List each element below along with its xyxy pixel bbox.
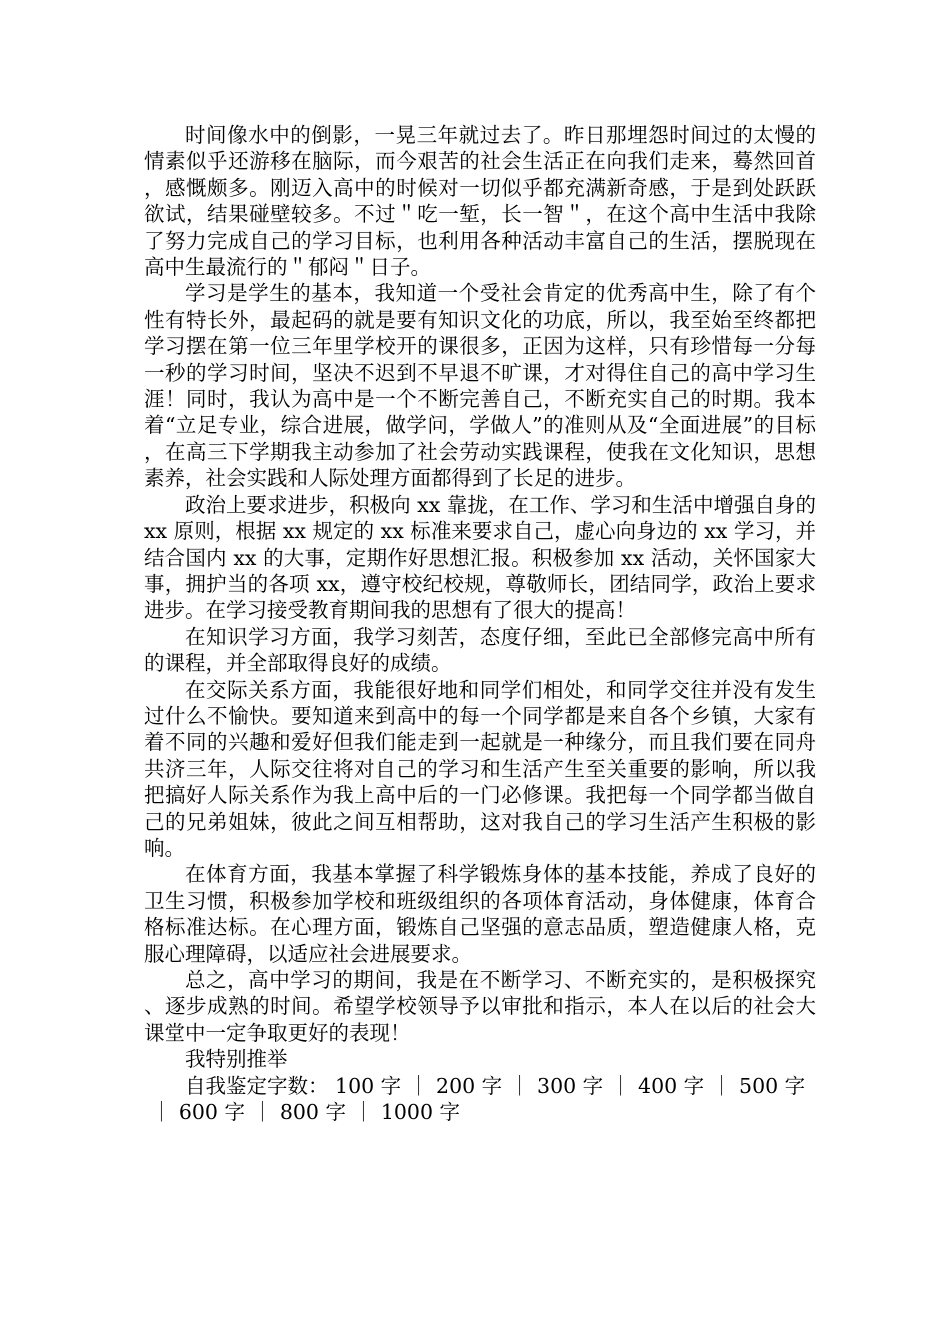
- separator: ｜: [151, 1100, 172, 1125]
- separator: ｜: [509, 1073, 530, 1098]
- paragraph-recommend: 我特别推举: [185, 1047, 288, 1072]
- paragraph-social: 在交际关系方面，我能很好地和同学们相处，和同学交往并没有发生过什么不愉快。要知道来到高中的每一个同学都是来自各个乡镇，大家有着不同的兴趣和爱好但我们能走到一起就是一种缘分，而且我们要在同舟共济三年，人际交往将对自己的学习和生活产生至关重要的影响，所以我把搞好人际关系作为我上高中后的一门必修课。我把每一个同学都当做自己的兄弟姐妹，彼此之间互相帮助，这对我自己的学习生活产生积极的影响。: [144, 677, 816, 860]
- word-count-600-link[interactable]: 600 字: [178, 1100, 245, 1125]
- word-count-label: 自我鉴定字数：: [185, 1073, 329, 1098]
- paragraph-intro: 时间像水中的倒影，一晃三年就过去了。昨日那埋怨时间过的太慢的情素似乎还游移在脑际，而今艰苦的社会生活正在向我们走来，蓦然回首，感慨颇多。刚迈入高中的时候对一切似乎都充满新奇感，于是到处跃跃欲试，结果碰壁较多。不过＂吃一堑，长一智＂，在这个高中生活中我除了努力完成自己的学习目标，也利用各种活动丰富自己的生活，摆脱现在高中生最流行的＂郁闷＂日子。: [144, 123, 816, 280]
- word-count-100-link[interactable]: 100 字: [335, 1073, 402, 1098]
- separator: ｜: [610, 1073, 631, 1098]
- paragraph-study: 学习是学生的基本，我知道一个受社会肯定的优秀高中生，除了有个性有特长外，最起码的就是要有知识文化的功底，所以，我至始至终都把学习摆在第一位三年里学校开的课很多，正因为这样，只有珍惜每一分每一秒的学习时间，坚决不迟到不早退不旷课，才对得住自己的高中学习生涯！同时，我认为高中是一个不断完善自己，不断充实自己的时期。我本着“立足专业，综合进展，做学问，学做人”的准则从及“全面进展”的目标，在高三下学期我主动参加了社会劳动实践课程，使我在文化知识，思想素养，社会实践和人际处理方面都得到了长足的进步。: [144, 281, 816, 491]
- document-body: [144, 122, 816, 1125]
- separator: ｜: [711, 1073, 732, 1098]
- word-count-200-link[interactable]: 200 字: [436, 1073, 503, 1098]
- separator: ｜: [252, 1100, 273, 1125]
- word-count-800-link[interactable]: 800 字: [279, 1100, 346, 1125]
- separator: ｜: [353, 1100, 374, 1125]
- word-count-links: [144, 1073, 816, 1126]
- word-count-400-link[interactable]: 400 字: [638, 1073, 705, 1098]
- paragraph-conclusion: 总之，高中学习的期间，我是在不断学习、不断充实的，是积极探究、逐步成熟的时间。希望学校领导予以审批和指示，本人在以后的社会大课堂中一定争取更好的表现！: [144, 968, 816, 1045]
- paragraph-politics: 政治上要求进步，积极向 xx 靠拢，在工作、学习和生活中增强自身的 xx 原则，根据 xx 规定的 xx 标准来要求自己，虚心向身边的 xx 学习，并结合国内 xx 的大事，定期作好思想汇报。积极参加 xx 活动，关怀国家大事，拥护当的各项 xx，遵守校纪校规，尊敬师长，团结同学，政治上要求进步。在学习接受教育期间我的思想有了很大的提高！: [144, 492, 816, 623]
- word-count-300-link[interactable]: 300 字: [537, 1073, 604, 1098]
- separator: ｜: [408, 1073, 429, 1098]
- paragraph-knowledge: 在知识学习方面，我学习刻苦，态度仔细，至此已全部修完高中所有的课程，并全部取得良好的成绩。: [144, 624, 816, 676]
- paragraph-sports: 在体育方面，我基本掌握了科学锻炼身体的基本技能，养成了良好的卫生习惯，积极参加学校和班级组织的各项体育活动，身体健康，体育合格标准达标。在心理方面，锻炼自己坚强的意志品质，塑造健康人格，克服心理障碍，以适应社会进展要求。: [144, 862, 816, 966]
- word-count-500-link[interactable]: 500 字: [739, 1073, 806, 1098]
- word-count-1000-link[interactable]: 1000 字: [380, 1100, 461, 1125]
